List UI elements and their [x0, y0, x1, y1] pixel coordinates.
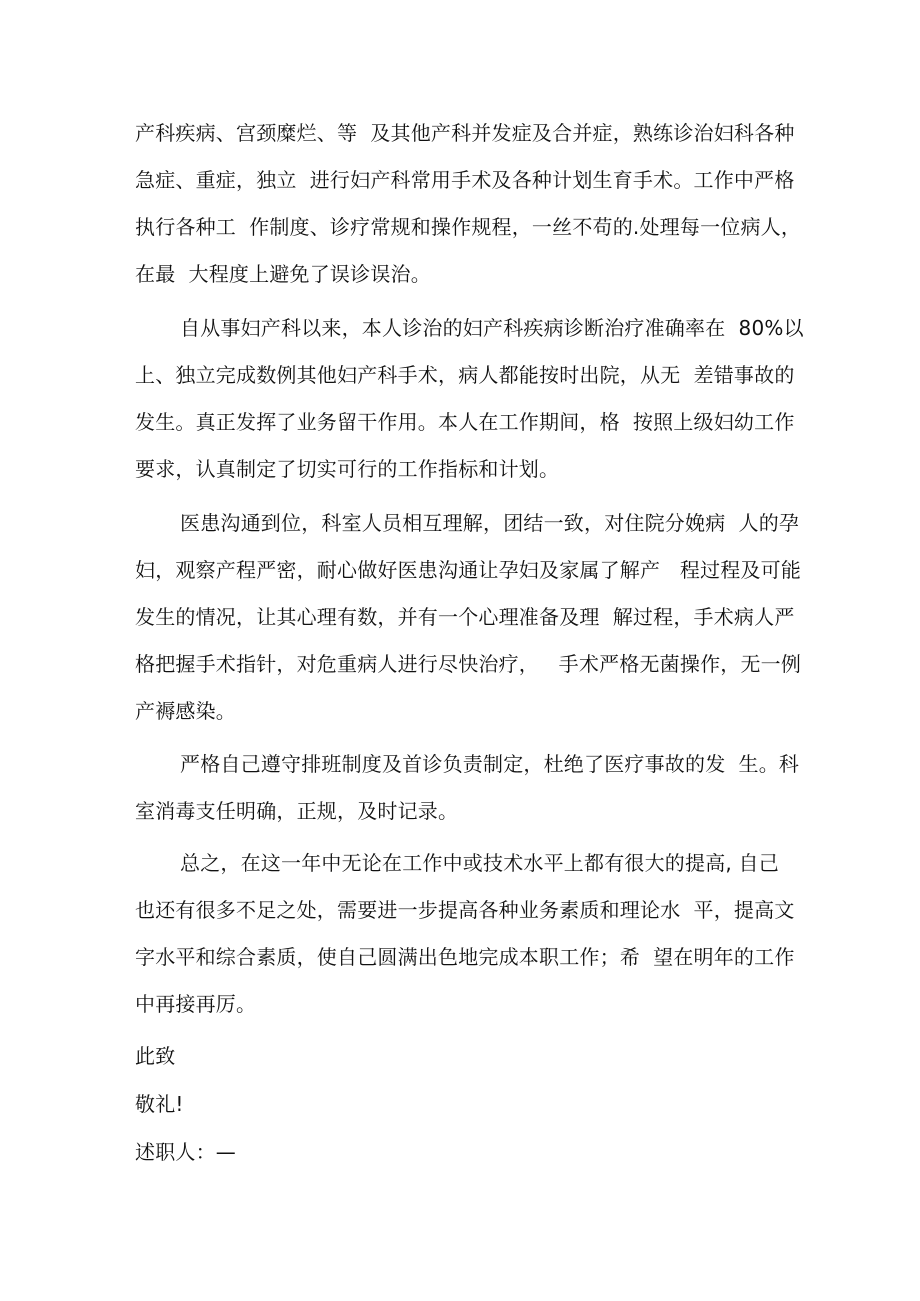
paragraph-line: 发生的情况，让其心理有数，并有一个心理准备及理 解过程，手术病人严	[135, 605, 795, 629]
paragraph-line: 要求，认真制定了切实可行的工作指标和计划。	[135, 457, 560, 481]
salutation-line-1: 此致	[135, 1044, 176, 1068]
paragraph-line: 字水平和综合素质，使自己圆满出色地完成本职工作；希 望在明年的工作	[135, 945, 795, 969]
paragraph-line: 妇，观察产程严密，耐心做好医患沟通让孕妇及家属了解产 程过程及可能	[135, 558, 802, 582]
paragraph-line: 室消毒支任明确，正规，及时记录。	[135, 799, 459, 823]
paragraph-line: 急症、重症，独立 进行妇产科常用手术及各种计划生育手术。工作中严格	[135, 168, 795, 192]
signature-line: 述职人：—	[135, 1140, 236, 1164]
paragraph-line: 严格自己遵守排班制度及首诊负责制定，杜绝了医疗事故的发 生。科	[180, 752, 800, 776]
paragraph-line: 总之，在这一年中无论在工作中或技术水平上都有很大的提高, 自己	[180, 851, 779, 875]
paragraph-line: 格把握手术指针，对危重病人进行尽快治疗， 手术严格无菌操作，无一例	[135, 652, 802, 676]
paragraph-line: 产科疾病、宫颈糜烂、等 及其他产科并发症及合并症，熟练诊治妇科各种	[135, 121, 795, 145]
paragraph-line: 产褥感染。	[135, 699, 236, 723]
paragraph-line: 自从事妇产科以来，本人诊治的妇产科疾病诊断治疗准确率在 80%以	[180, 316, 804, 340]
paragraph-line: 执行各种工 作制度、诊疗常规和操作规程，一丝不苟的.处理每一位病人，	[135, 215, 802, 239]
paragraph-line: 中再接再厉。	[135, 992, 257, 1016]
paragraph-line: 也还有很多不足之处，需要进一步提高各种业务素质和理论水 平，提高文	[135, 898, 795, 922]
paragraph-line: 医患沟通到位，科室人员相互理解，团结一致，对住院分娩病 人的孕	[180, 511, 800, 535]
paragraph-line: 发生。真正发挥了业务留干作用。本人在工作期间，格 按照上级妇幼工作	[135, 410, 795, 434]
salutation-line-2: 敬礼!	[135, 1092, 184, 1116]
paragraph-line: 在最 大程度上避免了误诊误治。	[135, 262, 431, 286]
paragraph-line: 上、独立完成数例其他妇产科手术，病人都能按时出院，从无 差错事故的	[135, 363, 795, 387]
